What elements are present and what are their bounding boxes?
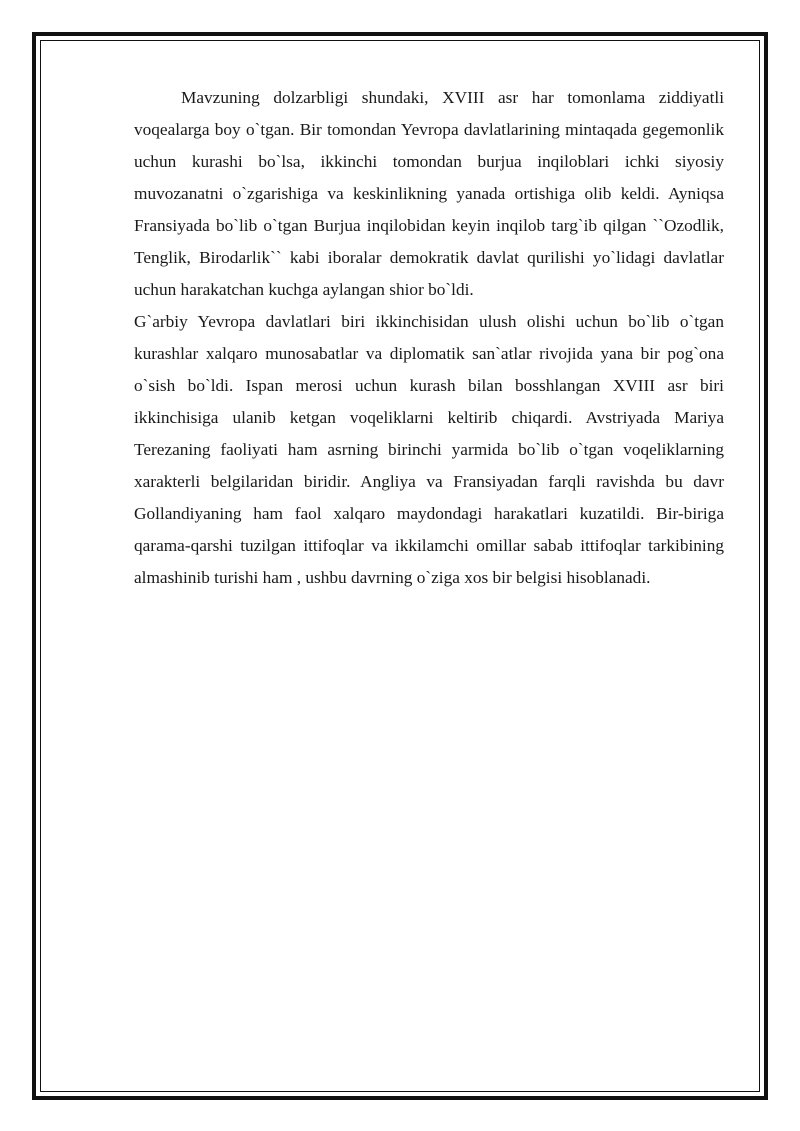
paragraph-western-europe: G`arbiy Yevropa davlatlari biri ikkinchisidan ulush olishi uchun bo`lib o`tgan kurashlar xalqaro munosabatlar va diplomatik san`atlar rivojida yana bir pog`ona o`sish bo`ldi. Ispan merosi uchun kurash bilan bosshlangan XVIII asr biri ikkinchisiga ulanib ketgan voqeliklarni keltirib chiqardi. Avstriyada Mariya Terezaning faoliyati ham asrning birinchi yarmida bo`lib o`tgan voqeliklarning xarakterli belgilaridan biridir. Angliya va Fransiyadan farqli ravishda bu davr Gollandiyaning ham faol xalqaro maydondagi harakatlari kuzatildi. Bir-biriga qarama-qarshi tuzilgan ittifoqlar va ikkilamchi omillar sabab ittifoqlar tarkibining almashinib turishi ham , ushbu davrning o`ziga xos bir belgisi hisoblanadi. <box>134 312 724 587</box>
document-body <box>134 82 724 594</box>
paragraph-intro: Mavzuning dolzarbligi shundaki, XVIII asr har tomonlama ziddiyatli voqealarga boy o`tgan. Bir tomondan Yevropa davlatlarining mintaqada gegemonlik uchun kurashi bo`lsa, ikkinchi tomondan burjua inqiloblari ichki siyosiy muvozanatni o`zgarishiga va keskinlikning yanada ortishiga olib keldi. Ayniqsa Fransiyada bo`lib o`tgan Burjua inqilobidan keyin inqilob targ`ib qilgan ``Ozodlik, Tenglik, Birodarlik`` kabi iboralar demokratik davlat qurilishi yo`lidagi davlatlar uchun harakatchan kuchga aylangan shior bo`ldi. <box>134 88 724 299</box>
